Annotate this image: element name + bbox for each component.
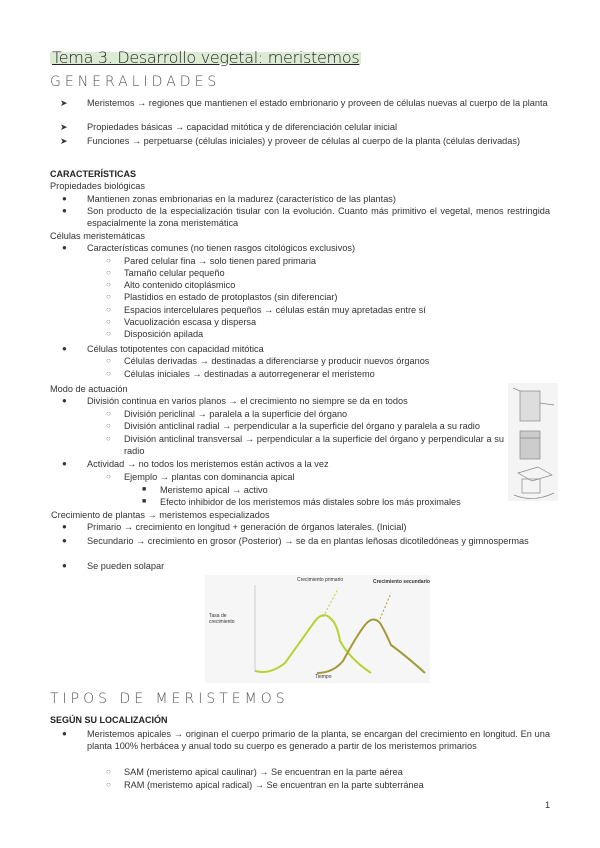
x-axis-label: Tiempo <box>315 674 332 680</box>
arrow-bullet-icon: ➤ <box>60 98 68 108</box>
section-label: Crecimiento de plantas → meristemos especializados <box>51 510 270 520</box>
sub-item: ○ Espacios intercelulares pequeños → células están muy apretadas entre sí <box>106 305 426 315</box>
list-item: ➤ Funciones → perpetuarse (células iniciales) y proveer de células al cuerpo de la planta (células derivadas) <box>60 136 521 146</box>
sub-item: ○ División periclinal → paralela a la superficie del órgano <box>106 409 348 419</box>
list-item: ● Células totipotentes con capacidad mitótica <box>62 344 264 354</box>
sub-item: ○ Plastidios en estado de protoplastos (sin diferenciar) <box>106 292 338 302</box>
growth-chart <box>205 575 430 683</box>
heading-tipos: TIPOS DE MERISTEMOS <box>50 691 289 707</box>
sub-sub-item: ■ Efecto inhibidor de los meristemos más distales sobre los más proximales <box>142 497 461 507</box>
list-item: ● Actividad → no todos los meristemos están activos a la vez <box>62 459 329 469</box>
heading-localizacion: SEGÚN SU LOCALIZACIÓN <box>50 715 168 725</box>
section-label: Modo de actuación <box>50 384 128 394</box>
page-number: 1 <box>545 800 551 810</box>
y-axis-label: Tasa de crecimiento <box>209 613 235 625</box>
sub-item: ○ División anticlinal transversal → perpendicular a la superficie del órgano y perpendicular a su radio <box>106 434 504 457</box>
cell-division-planes-figure <box>508 383 558 501</box>
sub-item: ○ SAM (meristemo apical caulinar) → Se encuentran en la parte aérea <box>106 767 403 777</box>
list-item: ● Secundario → crecimiento en grosor (Posterior) → se da en plantas leñosas dicotiledóneas y gimnospermas <box>62 536 529 546</box>
secondary-growth-curve <box>317 619 425 673</box>
sub-sub-item: ■ Meristemo apical → activo <box>142 485 268 495</box>
section-label: Propiedades biológicas <box>50 181 146 191</box>
page-title: Tema 3. Desarrollo vegetal: meristemos <box>52 48 360 67</box>
sub-item: ○ RAM (meristemo apical radical) → Se encuentran en la parte subterránea <box>106 780 424 790</box>
list-item: ● División continua en varios planos → el crecimiento no siempre se da en todos <box>62 396 408 406</box>
list-item: ● Meristemos apicales → originan el cuerpo primario de la planta, se encargan del crecimiento en longitud. En una planta 100% herbácea y anual todo su cuerpo es generado a partir de los meristemos primarios <box>62 729 550 752</box>
secondary-label: Crecimiento secundario <box>373 579 430 585</box>
sub-item: ○ Tamaño celular pequeño <box>106 268 225 278</box>
primary-label: Crecimiento primario <box>297 577 344 583</box>
sub-item: ○ Ejemplo → plantas con dominancia apical <box>106 472 295 482</box>
list-item: ➤ Propiedades básicas → capacidad mitótica y de diferenciación celular inicial <box>60 122 397 132</box>
arrow-bullet-icon: ➤ <box>60 136 68 146</box>
primary-label-leader <box>323 589 338 617</box>
sub-item: ○ Alto contenido citoplásmico <box>106 280 236 290</box>
list-item: ● Mantienen zonas embrionarias en la madurez (característico de las plantas) <box>62 194 396 204</box>
sub-item: ○ Vacuolización escasa y dispersa <box>106 317 257 327</box>
list-item: ● Se pueden solapar <box>62 561 165 571</box>
sub-item: ○ Pared celular fina → solo tienen pared primaria <box>106 256 317 266</box>
list-item: ● Son producto de la especialización tisular con la evolución. Cuanto más primitivo el vegetal, menos restringida espacialmente la zona meristemática <box>62 206 550 229</box>
list-item: ➤ Meristemos → regiones que mantienen el estado embrionario y proveen de células nuevas al cuerpo de la planta <box>60 98 548 108</box>
heading-caracteristicas: CARACTERÍSTICAS <box>50 169 137 179</box>
sub-item: ○ Células iniciales → destinadas a autorregenerar el meristemo <box>106 369 375 379</box>
list-item: ● Características comunes (no tienen rasgos citológicos exclusivos) <box>62 243 356 253</box>
sub-item: ○ División anticlinal radial → perpendicular a la superficie del órgano y paralela a su radio <box>106 421 480 431</box>
sub-item: ○ Células derivadas → destinadas a diferenciarse y producir nuevos órganos <box>106 356 430 366</box>
sub-item: ○ Disposición apilada <box>106 329 204 339</box>
secondary-label-leader <box>380 593 391 619</box>
section-label: Células meristemáticas <box>50 231 145 241</box>
heading-generalidades: GENERALIDADES <box>50 74 221 90</box>
list-item: ● Primario → crecimiento en longitud + generación de órganos laterales. (Inicial) <box>62 522 407 532</box>
arrow-bullet-icon: ➤ <box>60 122 68 132</box>
